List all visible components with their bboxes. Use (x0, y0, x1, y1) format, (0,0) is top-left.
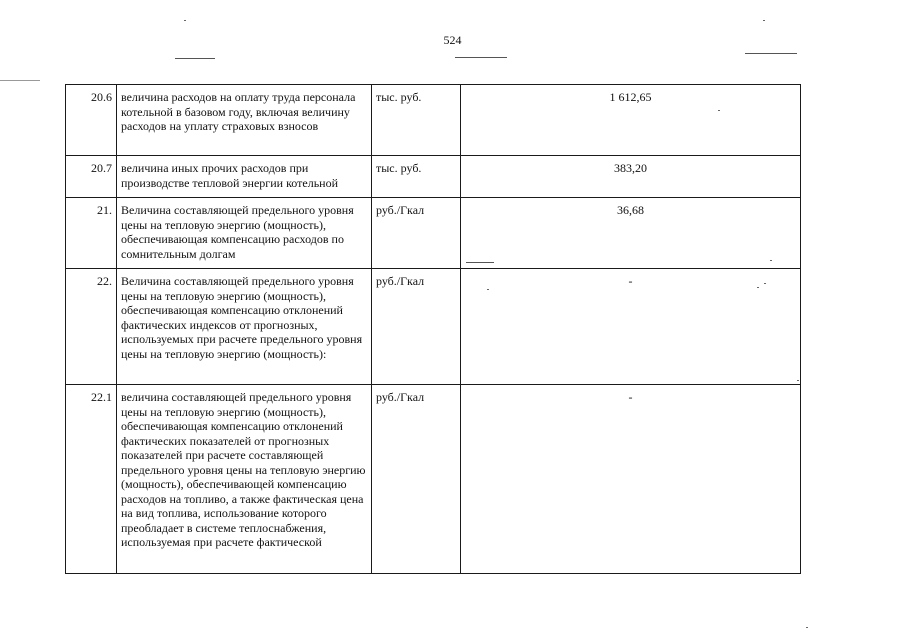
row-value: - (461, 269, 801, 385)
table-row (66, 198, 801, 269)
scan-dot (806, 627, 808, 628)
row-number: 22.1 (66, 385, 117, 574)
table-row (66, 385, 801, 574)
scan-dot (184, 20, 186, 21)
row-number: 21. (66, 198, 117, 269)
row-description: Величина составляющей предельного уровня цены на тепловую энергию (мощность), обеспечивающая компенсацию отклонений фактических индексов от прогнозных, используемых при расчете предельного уровня цены на тепловую энергию (мощность): (117, 269, 372, 385)
row-description: величина расходов на оплату труда персонала котельной в базовом году, включая величину расходов на уплату страховых взносов (117, 85, 372, 156)
row-description: величина составляющей предельного уровня цены на тепловую энергию (мощность), обеспечивающая компенсацию отклонений фактических показателей от прогнозных показателей при расчете составляющей предельного уровня цены на тепловую энергию (мощность), обеспечивающей компенсацию расходов на топливо, а также фактическая цена на вид топлива, использование которого преобладает в системе теплоснабжения, используемая при расчете фактической (117, 385, 372, 574)
row-value: 36,68 (461, 198, 801, 269)
row-number: 20.6 (66, 85, 117, 156)
row-value: 1 612,65 (461, 85, 801, 156)
scan-dot (763, 20, 765, 21)
scan-mark (0, 80, 40, 81)
row-description: величина иных прочих расходов при производстве тепловой энергии котельной (117, 156, 372, 198)
table-row (66, 85, 801, 156)
table-row (66, 156, 801, 198)
row-description: Величина составляющей предельного уровня цены на тепловую энергию (мощность), обеспечивающая компенсацию расходов по сомнительным долгам (117, 198, 372, 269)
row-unit: руб./Гкал (372, 198, 461, 269)
row-unit: тыс. руб. (372, 156, 461, 198)
tariff-table (65, 84, 801, 574)
scan-mark (745, 53, 797, 54)
row-unit: тыс. руб. (372, 85, 461, 156)
row-number: 22. (66, 269, 117, 385)
scan-mark (455, 57, 507, 58)
row-number: 20.7 (66, 156, 117, 198)
row-value: - (461, 385, 801, 574)
scan-mark (175, 58, 215, 59)
row-value: 383,20 (461, 156, 801, 198)
page-number: 524 (443, 33, 462, 47)
row-unit: руб./Гкал (372, 269, 461, 385)
table-row (66, 269, 801, 385)
row-unit: руб./Гкал (372, 385, 461, 574)
